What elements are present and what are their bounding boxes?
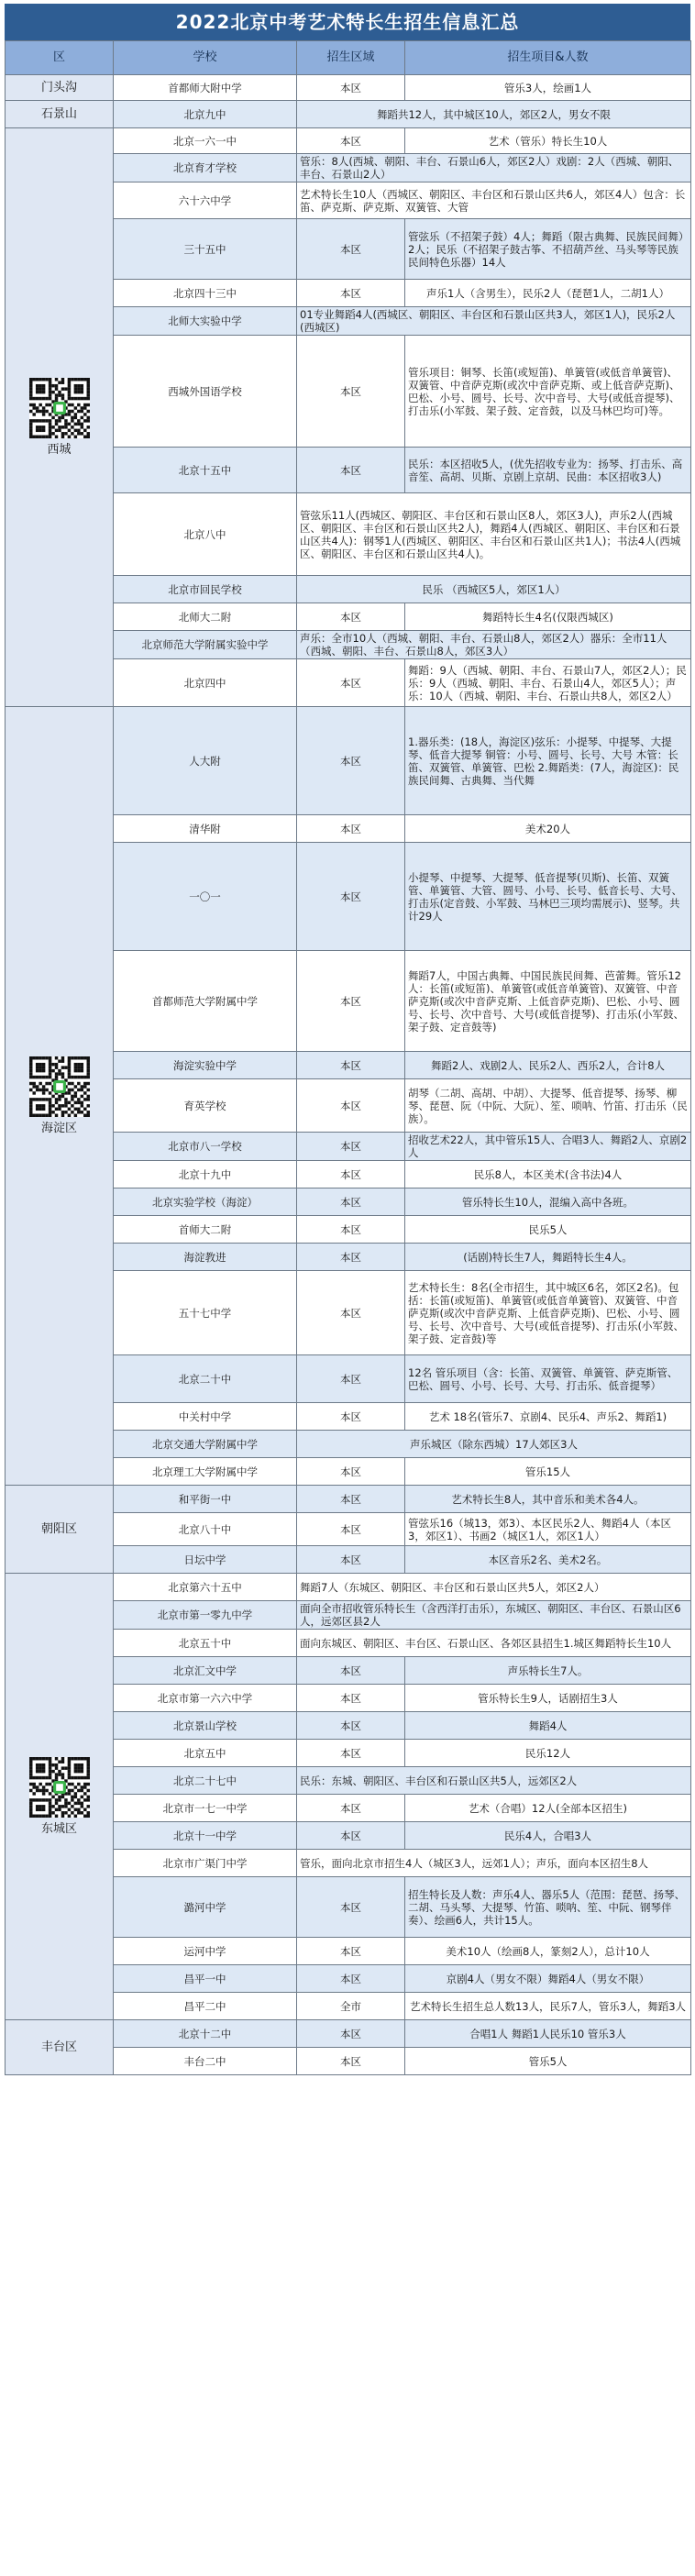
region-cell: 本区 xyxy=(297,1740,405,1767)
region-cell: 本区 xyxy=(297,659,405,707)
project-cell: 艺术特长生：8名(全市招生，其中城区6名，郊区2名)。包括：长笛(或短笛)、单簧管(或低音单簧管)、双簧管、中音萨克斯(或次中音萨克斯、上低音萨克斯)、巴松、小号、圆号、长号、次中音号、大号(或低音提琴)、打击乐(小军鼓、架子鼓、定音鼓)等 xyxy=(405,1271,691,1355)
project-cell: 面向东城区、朝阳区、丰台区、石景山区、各郊区县招生1.城区舞蹈特长生10人 xyxy=(297,1630,691,1657)
school-cell: 北京市广渠门中学 xyxy=(114,1850,297,1877)
school-cell: 北京育才学校 xyxy=(114,154,297,182)
school-cell: 北京十一中学 xyxy=(114,1822,297,1850)
district-cell xyxy=(6,128,114,707)
table-row xyxy=(6,707,691,815)
region-cell: 本区 xyxy=(297,336,405,448)
region-cell: 本区 xyxy=(297,1795,405,1822)
school-cell: 北京八中 xyxy=(114,493,297,576)
project-cell: 1.器乐类：(18人，海淀区)弦乐：小提琴、中提琴、大提琴、低音大提琴 铜管：小号、圆号、长号、大号 木管：长笛、双簧管、单簧管、巴松 2.舞蹈类：(7人，海淀区)：民族民间舞、古典舞、当代舞 xyxy=(405,707,691,815)
school-cell: 育英学校 xyxy=(114,1079,297,1133)
project-cell: 舞蹈特长生4名(仅限西城区) xyxy=(405,603,691,631)
project-cell: 胡琴（二胡、高胡、中胡）、大提琴、低音提琴、扬琴、柳琴、琵琶、阮（中阮、大阮）、笙、唢呐、竹笛、打击乐（民族）。 xyxy=(405,1079,691,1133)
district-cell xyxy=(6,2020,114,2075)
project-cell: 声乐城区（除东西城）17人郊区3人 xyxy=(297,1431,691,1458)
region-cell: 本区 xyxy=(297,1938,405,1965)
school-cell: 北京师范大学附属实验中学 xyxy=(114,631,297,659)
school-cell: 海淀实验中学 xyxy=(114,1052,297,1079)
school-cell: 日坛中学 xyxy=(114,1546,297,1574)
school-cell: 潞河中学 xyxy=(114,1877,297,1938)
region-cell: 本区 xyxy=(297,707,405,815)
school-cell: 海淀教进 xyxy=(114,1244,297,1271)
project-cell: 艺术（管乐）特长生10人 xyxy=(405,128,691,154)
table-row xyxy=(6,101,691,128)
region-cell: 本区 xyxy=(297,2020,405,2048)
region-cell: 本区 xyxy=(297,128,405,154)
region-cell: 本区 xyxy=(297,1403,405,1431)
school-cell: 北师大二附 xyxy=(114,603,297,631)
region-cell: 本区 xyxy=(297,1685,405,1712)
district-label: 石景山 xyxy=(40,106,77,121)
region-cell: 本区 xyxy=(297,603,405,631)
school-cell: 北京五中 xyxy=(114,1740,297,1767)
school-cell: 北京九中 xyxy=(114,101,297,128)
project-cell: 舞蹈4人 xyxy=(405,1712,691,1740)
region-cell: 本区 xyxy=(297,1355,405,1403)
project-cell: 民乐5人 xyxy=(405,1216,691,1244)
school-cell: 五十七中学 xyxy=(114,1271,297,1355)
region-cell: 本区 xyxy=(297,1712,405,1740)
school-cell: 北京二十中 xyxy=(114,1355,297,1403)
region-cell: 本区 xyxy=(297,1161,405,1188)
school-cell: 北京市一七一中学 xyxy=(114,1795,297,1822)
school-cell: 三十五中 xyxy=(114,219,297,280)
region-cell: 本区 xyxy=(297,2048,405,2075)
project-cell: 管乐15人 xyxy=(405,1458,691,1486)
region-cell: 本区 xyxy=(297,280,405,307)
project-cell: 12名 管乐项目（含：长笛、双簧管、单簧管、萨克斯管、巴松、圆号、小号、长号、大号、打击乐、低音提琴） xyxy=(405,1355,691,1403)
school-cell: 北师大实验中学 xyxy=(114,307,297,336)
region-cell: 本区 xyxy=(297,951,405,1052)
header-region: 招生区域 xyxy=(297,41,405,75)
school-cell: 中关村中学 xyxy=(114,1403,297,1431)
region-cell: 本区 xyxy=(297,1546,405,1574)
project-cell: 舞蹈7人，中国古典舞、中国民族民间舞、芭蕾舞。管乐12人：长笛(或短笛)、单簧管(或低音单簧管)、双簧管、中音萨克斯(或次中音萨克斯、上低音萨克斯)、巴松、小号、圆号、长号、次中音号、大号(或低音提琴)、打击乐(小军鼓、架子鼓、定音鼓等) xyxy=(405,951,691,1052)
project-cell: 管弦乐11人(西城区、朝阳区、丰台区和石景山区8人，郊区3人)，声乐2人(西城区、朝阳区、丰台区和石景山区共2人)，舞蹈4人(西城区、朝阳区、丰台区和石景山区共4人)：钢琴1人(西城区、朝阳区、丰台区和石景山区共1人)；书法4人(西城区、朝阳区、丰台区和石景山区共4人)。 xyxy=(297,493,691,576)
project-cell: 本区音乐2名、美术2名。 xyxy=(405,1546,691,1574)
header-row xyxy=(6,41,691,75)
region-cell: 本区 xyxy=(297,1965,405,1993)
project-cell: 美术10人（绘画8人，篆刻2人），总计10人 xyxy=(405,1938,691,1965)
project-cell: (话剧)特长生7人，舞蹈特长生4人。 xyxy=(405,1244,691,1271)
project-cell: 民乐4人，合唱3人 xyxy=(405,1822,691,1850)
district-cell xyxy=(6,101,114,128)
project-cell: 舞蹈2人、戏剧2人、民乐2人、西乐2人，合计8人 xyxy=(405,1052,691,1079)
project-cell: 美术20人 xyxy=(405,815,691,843)
project-cell: 招收艺术22人，其中管乐15人、合唱3人、舞蹈2人、京剧2人 xyxy=(405,1133,691,1161)
project-cell: 舞蹈共12人，其中城区10人，郊区2人，男女不限 xyxy=(297,101,691,128)
project-cell: 管弦乐（不招架子鼓）4人；舞蹈（限古典舞、民族民间舞）2人；民乐（不招架子鼓古筝、不招葫芦丝、马头琴等民族民间特色乐器）14人 xyxy=(405,219,691,280)
project-cell: 民乐：东城、朝阳区、丰台区和石景山区共5人，远郊区2人 xyxy=(297,1767,691,1795)
school-cell: 首都师范大学附属中学 xyxy=(114,951,297,1052)
project-cell: 管弦乐16（城13，郊3）、本区民乐2人、舞蹈4人（本区3，郊区1）、书画2（城区1人，郊区1人） xyxy=(405,1513,691,1546)
school-cell: 北京十二中 xyxy=(114,2020,297,2048)
project-cell: 艺术（合唱）12人(全部本区招生) xyxy=(405,1795,691,1822)
school-cell: 丰台二中 xyxy=(114,2048,297,2075)
header-school: 学校 xyxy=(114,41,297,75)
region-cell: 本区 xyxy=(297,448,405,493)
school-cell: 北京二十七中 xyxy=(114,1767,297,1795)
region-cell: 本区 xyxy=(297,75,405,101)
region-cell: 本区 xyxy=(297,1052,405,1079)
info-table xyxy=(5,40,691,2075)
table-row xyxy=(6,1486,691,1513)
school-cell: 北京五十中 xyxy=(114,1630,297,1657)
region-cell: 本区 xyxy=(297,843,405,951)
region-cell: 本区 xyxy=(297,1513,405,1546)
region-cell: 本区 xyxy=(297,1216,405,1244)
project-cell: 声乐：全市10人（西城、朝阳、丰台、石景山8人，郊区2人）器乐：全市11人（西城、朝阳、丰台、石景山8人，郊区3人） xyxy=(297,631,691,659)
table-row xyxy=(6,2020,691,2048)
school-cell: 北京实验学校（海淀） xyxy=(114,1188,297,1216)
project-cell: 面向全市招收管乐特长生（含西洋打击乐），东城区、朝阳区、丰台区、石景山区6人，远郊区县2人 xyxy=(297,1601,691,1630)
school-cell: 北京市第一零九中学 xyxy=(114,1601,297,1630)
school-cell: 北京市回民学校 xyxy=(114,576,297,603)
project-cell: 艺术 18名(管乐7、京剧4、民乐4、声乐2、舞蹈1) xyxy=(405,1403,691,1431)
region-cell: 全市 xyxy=(297,1993,405,2020)
school-cell: 北京八十中 xyxy=(114,1513,297,1546)
school-cell: 昌平二中 xyxy=(114,1993,297,2020)
region-cell: 本区 xyxy=(297,1877,405,1938)
region-cell: 本区 xyxy=(297,1271,405,1355)
district-label: 海淀区 xyxy=(40,1122,77,1135)
project-cell: 民乐12人 xyxy=(405,1740,691,1767)
district-cell xyxy=(6,1574,114,2020)
project-cell: 艺术特长生8人，其中音乐和美术各4人。 xyxy=(405,1486,691,1513)
project-cell: 管乐特长生9人，话剧招生3人 xyxy=(405,1685,691,1712)
school-cell: 一〇一 xyxy=(114,843,297,951)
school-cell: 北京十五中 xyxy=(114,448,297,493)
school-cell: 北京市第一六六中学 xyxy=(114,1685,297,1712)
school-cell: 人大附 xyxy=(114,707,297,815)
district-label: 东城区 xyxy=(40,1822,77,1836)
school-cell: 北京景山学校 xyxy=(114,1712,297,1740)
project-cell: 京剧4人（男女不限）舞蹈4人（男女不限） xyxy=(405,1965,691,1993)
document xyxy=(5,4,690,2075)
region-cell: 本区 xyxy=(297,1486,405,1513)
project-cell: 声乐特长生7人。 xyxy=(405,1657,691,1685)
region-cell: 本区 xyxy=(297,219,405,280)
district-cell xyxy=(6,75,114,101)
school-cell: 西城外国语学校 xyxy=(114,336,297,448)
project-cell: 管乐，面向北京市招生4人（城区3人，远郊1人）；声乐，面向本区招生8人 xyxy=(297,1850,691,1877)
project-cell: 管乐特长生10人，混编入高中各班。 xyxy=(405,1188,691,1216)
region-cell: 本区 xyxy=(297,1133,405,1161)
school-cell: 首师大二附 xyxy=(114,1216,297,1244)
project-cell: 艺术特长生10人（西城区、朝阳区、丰台区和石景山区共6人，郊区4人）包含：长笛、萨克斯、萨克斯、双簧管、大管 xyxy=(297,182,691,219)
school-cell: 运河中学 xyxy=(114,1938,297,1965)
project-cell: 01专业舞蹈4人(西城区、朝阳区、丰台区和石景山区共3人，郊区1人)，民乐2人(西城区) xyxy=(297,307,691,336)
project-cell: 舞蹈7人（东城区、朝阳区、丰台区和石景山区共5人，郊区2人） xyxy=(297,1574,691,1601)
table-row xyxy=(6,128,691,154)
school-cell: 北京四中 xyxy=(114,659,297,707)
school-cell: 北京四十三中 xyxy=(114,280,297,307)
region-cell: 本区 xyxy=(297,1458,405,1486)
district-label: 门头沟 xyxy=(40,80,77,94)
project-cell: 管乐3人，绘画1人 xyxy=(405,75,691,101)
school-cell: 北京十九中 xyxy=(114,1161,297,1188)
district-label: 朝阳区 xyxy=(40,1521,77,1536)
qr-code-icon xyxy=(29,1757,90,1818)
school-cell: 昌平一中 xyxy=(114,1965,297,1993)
qr-code-icon xyxy=(29,378,90,438)
region-cell: 本区 xyxy=(297,1244,405,1271)
district-cell xyxy=(6,707,114,1486)
district-label: 西城 xyxy=(47,443,72,457)
project-cell: 民乐：本区招收5人，(优先招收专业为：扬琴、打击乐、高音笙、高胡、贝斯、京剧上京胡、民曲：本区招收3人) xyxy=(405,448,691,493)
region-cell: 本区 xyxy=(297,1657,405,1685)
project-cell: 声乐1人（含男生），民乐2人（琵琶1人，二胡1人） xyxy=(405,280,691,307)
district-cell xyxy=(6,1486,114,1574)
qr-code-icon xyxy=(29,1056,90,1117)
school-cell: 北京汇文中学 xyxy=(114,1657,297,1685)
project-cell: 民乐 （西城区5人，郊区1人） xyxy=(297,576,691,603)
page-title: 2022北京中考艺术特长生招生信息汇总 xyxy=(5,4,690,40)
project-cell: 管乐5人 xyxy=(405,2048,691,2075)
school-cell: 六十六中学 xyxy=(114,182,297,219)
project-cell: 管乐：8人(西城、朝阳、丰台、石景山6人，郊区2人）戏剧：2人（西城、朝阳、丰台、石景山2人） xyxy=(297,154,691,182)
school-cell: 北京理工大学附属中学 xyxy=(114,1458,297,1486)
school-cell: 北京第六十五中 xyxy=(114,1574,297,1601)
region-cell: 本区 xyxy=(297,1188,405,1216)
table-row xyxy=(6,75,691,101)
school-cell: 北京一六一中 xyxy=(114,128,297,154)
table-row xyxy=(6,1574,691,1601)
region-cell: 本区 xyxy=(297,1079,405,1133)
school-cell: 和平街一中 xyxy=(114,1486,297,1513)
project-cell: 合唱1人 舞蹈1人民乐10 管乐3人 xyxy=(405,2020,691,2048)
project-cell: 舞蹈：9人（西城、朝阳、丰台、石景山7人，郊区2人）；民乐：9人（西城、朝阳、丰台、石景山4人，郊区5人）；声乐：10人（西城、朝阳、丰台、石景山共8人，郊区2人） xyxy=(405,659,691,707)
school-cell: 北京交通大学附属中学 xyxy=(114,1431,297,1458)
region-cell: 本区 xyxy=(297,1822,405,1850)
school-cell: 清华附 xyxy=(114,815,297,843)
region-cell: 本区 xyxy=(297,815,405,843)
school-cell: 北京市八一学校 xyxy=(114,1133,297,1161)
project-cell: 管乐项目：铜琴、长笛(或短笛)、单簧管(或低音单簧管)、双簧管、中音萨克斯(或次中音萨克斯、或上低音萨克斯)、巴松、小号、圆号、长号、次中音号、大号(或低音提琴)、打击乐(小军鼓、架子鼓、定音鼓，以及马林巴均可)等。 xyxy=(405,336,691,448)
school-cell: 首都师大附中学 xyxy=(114,75,297,101)
header-project: 招生项目&人数 xyxy=(405,41,691,75)
project-cell: 艺术特长生招生总人数13人，民乐7人，管乐3人，舞蹈3人 xyxy=(405,1993,691,2020)
district-label: 丰台区 xyxy=(40,2040,77,2054)
header-district: 区 xyxy=(6,41,114,75)
project-cell: 招生特长及人数：声乐4人、器乐5人（范围：琵琶、扬琴、二胡、马头琴、大提琴、竹笛、唢呐、笙、中阮、钢琴伴奏）、绘画6人，共计15人。 xyxy=(405,1877,691,1938)
project-cell: 小提琴、中提琴、大提琴、低音提琴(贝斯)、长笛、双簧管、单簧管、大管、圆号、小号、长号、低音长号、大号、打击乐(定音鼓、小军鼓、马林巴三项均需展示)、竖琴。共计29人 xyxy=(405,843,691,951)
project-cell: 民乐8人，本区美术(含书法)4人 xyxy=(405,1161,691,1188)
